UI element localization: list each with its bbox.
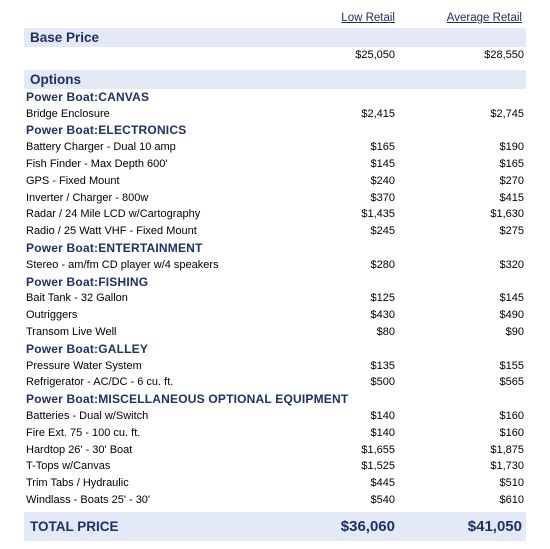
option-item-average-retail: $270 <box>499 174 524 187</box>
option-group-heading-label: Power Boat:FISHING <box>26 274 149 289</box>
option-item-row <box>24 173 526 190</box>
option-item-row <box>24 206 526 223</box>
option-item-low-retail: $140 <box>370 426 395 439</box>
option-item-low-retail: $145 <box>370 157 395 170</box>
option-item-average-retail: $275 <box>499 225 524 238</box>
option-item-row <box>24 475 526 492</box>
option-item-low-retail: $125 <box>370 292 395 305</box>
option-group-heading-label: Power Boat:MISCELLANEOUS OPTIONAL EQUIPMENT <box>26 392 349 407</box>
base-price-low: $25,050 <box>355 49 395 61</box>
option-item-average-retail: $2,745 <box>490 107 524 120</box>
option-item-row <box>24 223 526 240</box>
option-item-row <box>24 358 526 375</box>
option-item-label: Inverter / Charger - 800w <box>26 191 149 204</box>
low-retail-column-header[interactable]: Low Retail <box>341 12 395 24</box>
option-item-label: Trim Tabs / Hydraulic <box>26 477 129 490</box>
option-groups <box>24 89 526 509</box>
option-item-row <box>24 324 526 341</box>
option-item-low-retail: $430 <box>370 309 395 322</box>
option-item-low-retail: $80 <box>376 325 395 338</box>
option-group-heading <box>24 89 526 106</box>
option-item-low-retail: $245 <box>370 225 395 238</box>
base-price-section <box>24 28 526 47</box>
option-item-label: Fish Finder - Max Depth 600' <box>26 157 168 170</box>
option-item-label: Refrigerator - AC/DC - 6 cu. ft. <box>26 376 174 389</box>
option-item-average-retail: $155 <box>499 359 524 372</box>
option-item-label: Hardtop 26' - 30' Boat <box>26 443 133 456</box>
option-item-low-retail: $500 <box>370 376 395 389</box>
option-group-heading <box>24 122 526 139</box>
option-item-label: Windlass - Boats 25' - 30' <box>26 493 151 506</box>
option-item-row <box>24 425 526 442</box>
option-item-label: Radio / 25 Watt VHF - Fixed Mount <box>26 225 197 238</box>
option-item-row <box>24 492 526 509</box>
total-price-low: $36,060 <box>340 517 395 535</box>
total-price-title: TOTAL PRICE <box>30 518 119 534</box>
option-item-row <box>24 374 526 391</box>
price-sheet <box>24 8 526 541</box>
option-item-average-retail: $1,875 <box>490 443 524 456</box>
option-group-heading-label: Power Boat:CANVAS <box>26 89 150 104</box>
option-item-average-retail: $1,730 <box>490 460 524 473</box>
option-item-low-retail: $280 <box>370 258 395 271</box>
option-item-low-retail: $140 <box>370 409 395 422</box>
option-item-average-retail: $145 <box>499 292 524 305</box>
option-item-row <box>24 257 526 274</box>
base-price-title: Base Price <box>30 30 100 45</box>
options-section <box>24 70 526 89</box>
option-item-average-retail: $160 <box>499 426 524 439</box>
option-item-low-retail: $1,655 <box>361 443 395 456</box>
option-item-label: Stereo - am/fm CD player w/4 speakers <box>26 258 219 271</box>
option-item-average-retail: $160 <box>499 409 524 422</box>
option-item-row <box>24 156 526 173</box>
option-item-average-retail: $320 <box>499 258 524 271</box>
option-item-row <box>24 290 526 307</box>
option-group-heading <box>24 240 526 257</box>
option-item-label: Batteries - Dual w/Switch <box>26 409 149 422</box>
option-item-low-retail: $240 <box>370 174 395 187</box>
option-item-row <box>24 307 526 324</box>
option-item-low-retail: $445 <box>370 477 395 490</box>
option-group-heading <box>24 391 526 408</box>
option-item-average-retail: $1,630 <box>490 208 524 221</box>
column-header-row <box>24 8 526 28</box>
option-item-low-retail: $165 <box>370 141 395 154</box>
option-item-average-retail: $510 <box>499 477 524 490</box>
option-item-average-retail: $165 <box>499 157 524 170</box>
option-item-label: T-Tops w/Canvas <box>26 460 111 473</box>
base-price-values <box>24 47 526 64</box>
option-item-label: Pressure Water System <box>26 359 142 372</box>
option-item-row <box>24 106 526 123</box>
total-price-row <box>24 512 526 541</box>
option-group-heading-label: Power Boat:ENTERTAINMENT <box>26 240 203 255</box>
option-item-average-retail: $490 <box>499 309 524 322</box>
option-group-heading <box>24 274 526 291</box>
option-item-label: Outriggers <box>26 309 78 322</box>
option-item-low-retail: $1,525 <box>361 460 395 473</box>
option-item-row <box>24 458 526 475</box>
option-item-label: GPS - Fixed Mount <box>26 174 120 187</box>
option-group-heading-label: Power Boat:GALLEY <box>26 341 149 356</box>
option-item-label: Transom Live Well <box>26 325 117 338</box>
option-item-average-retail: $190 <box>499 141 524 154</box>
option-item-average-retail: $90 <box>505 325 524 338</box>
option-item-row <box>24 408 526 425</box>
base-price-average: $28,550 <box>484 49 524 61</box>
option-item-average-retail: $610 <box>499 493 524 506</box>
option-item-row <box>24 139 526 156</box>
option-item-row <box>24 190 526 207</box>
option-group-heading-label: Power Boat:ELECTRONICS <box>26 123 187 138</box>
option-group-heading <box>24 341 526 358</box>
option-item-low-retail: $2,415 <box>361 107 395 120</box>
total-price-average: $41,050 <box>467 517 522 535</box>
option-item-low-retail: $135 <box>370 359 395 372</box>
option-item-label: Bait Tank - 32 Gallon <box>26 292 128 305</box>
option-item-average-retail: $415 <box>499 191 524 204</box>
option-item-row <box>24 442 526 459</box>
options-title: Options <box>30 71 81 87</box>
average-retail-column-header[interactable]: Average Retail <box>446 12 522 24</box>
option-item-label: Battery Charger - Dual 10 amp <box>26 141 176 154</box>
option-item-label: Fire Ext. 75 - 100 cu. ft. <box>26 426 141 439</box>
option-item-label: Bridge Enclosure <box>26 107 110 120</box>
option-item-average-retail: $565 <box>499 376 524 389</box>
option-item-low-retail: $540 <box>370 493 395 506</box>
option-item-low-retail: $1,435 <box>361 208 395 221</box>
option-item-label: Radar / 24 Mile LCD w/Cartography <box>26 208 201 221</box>
option-item-low-retail: $370 <box>370 191 395 204</box>
